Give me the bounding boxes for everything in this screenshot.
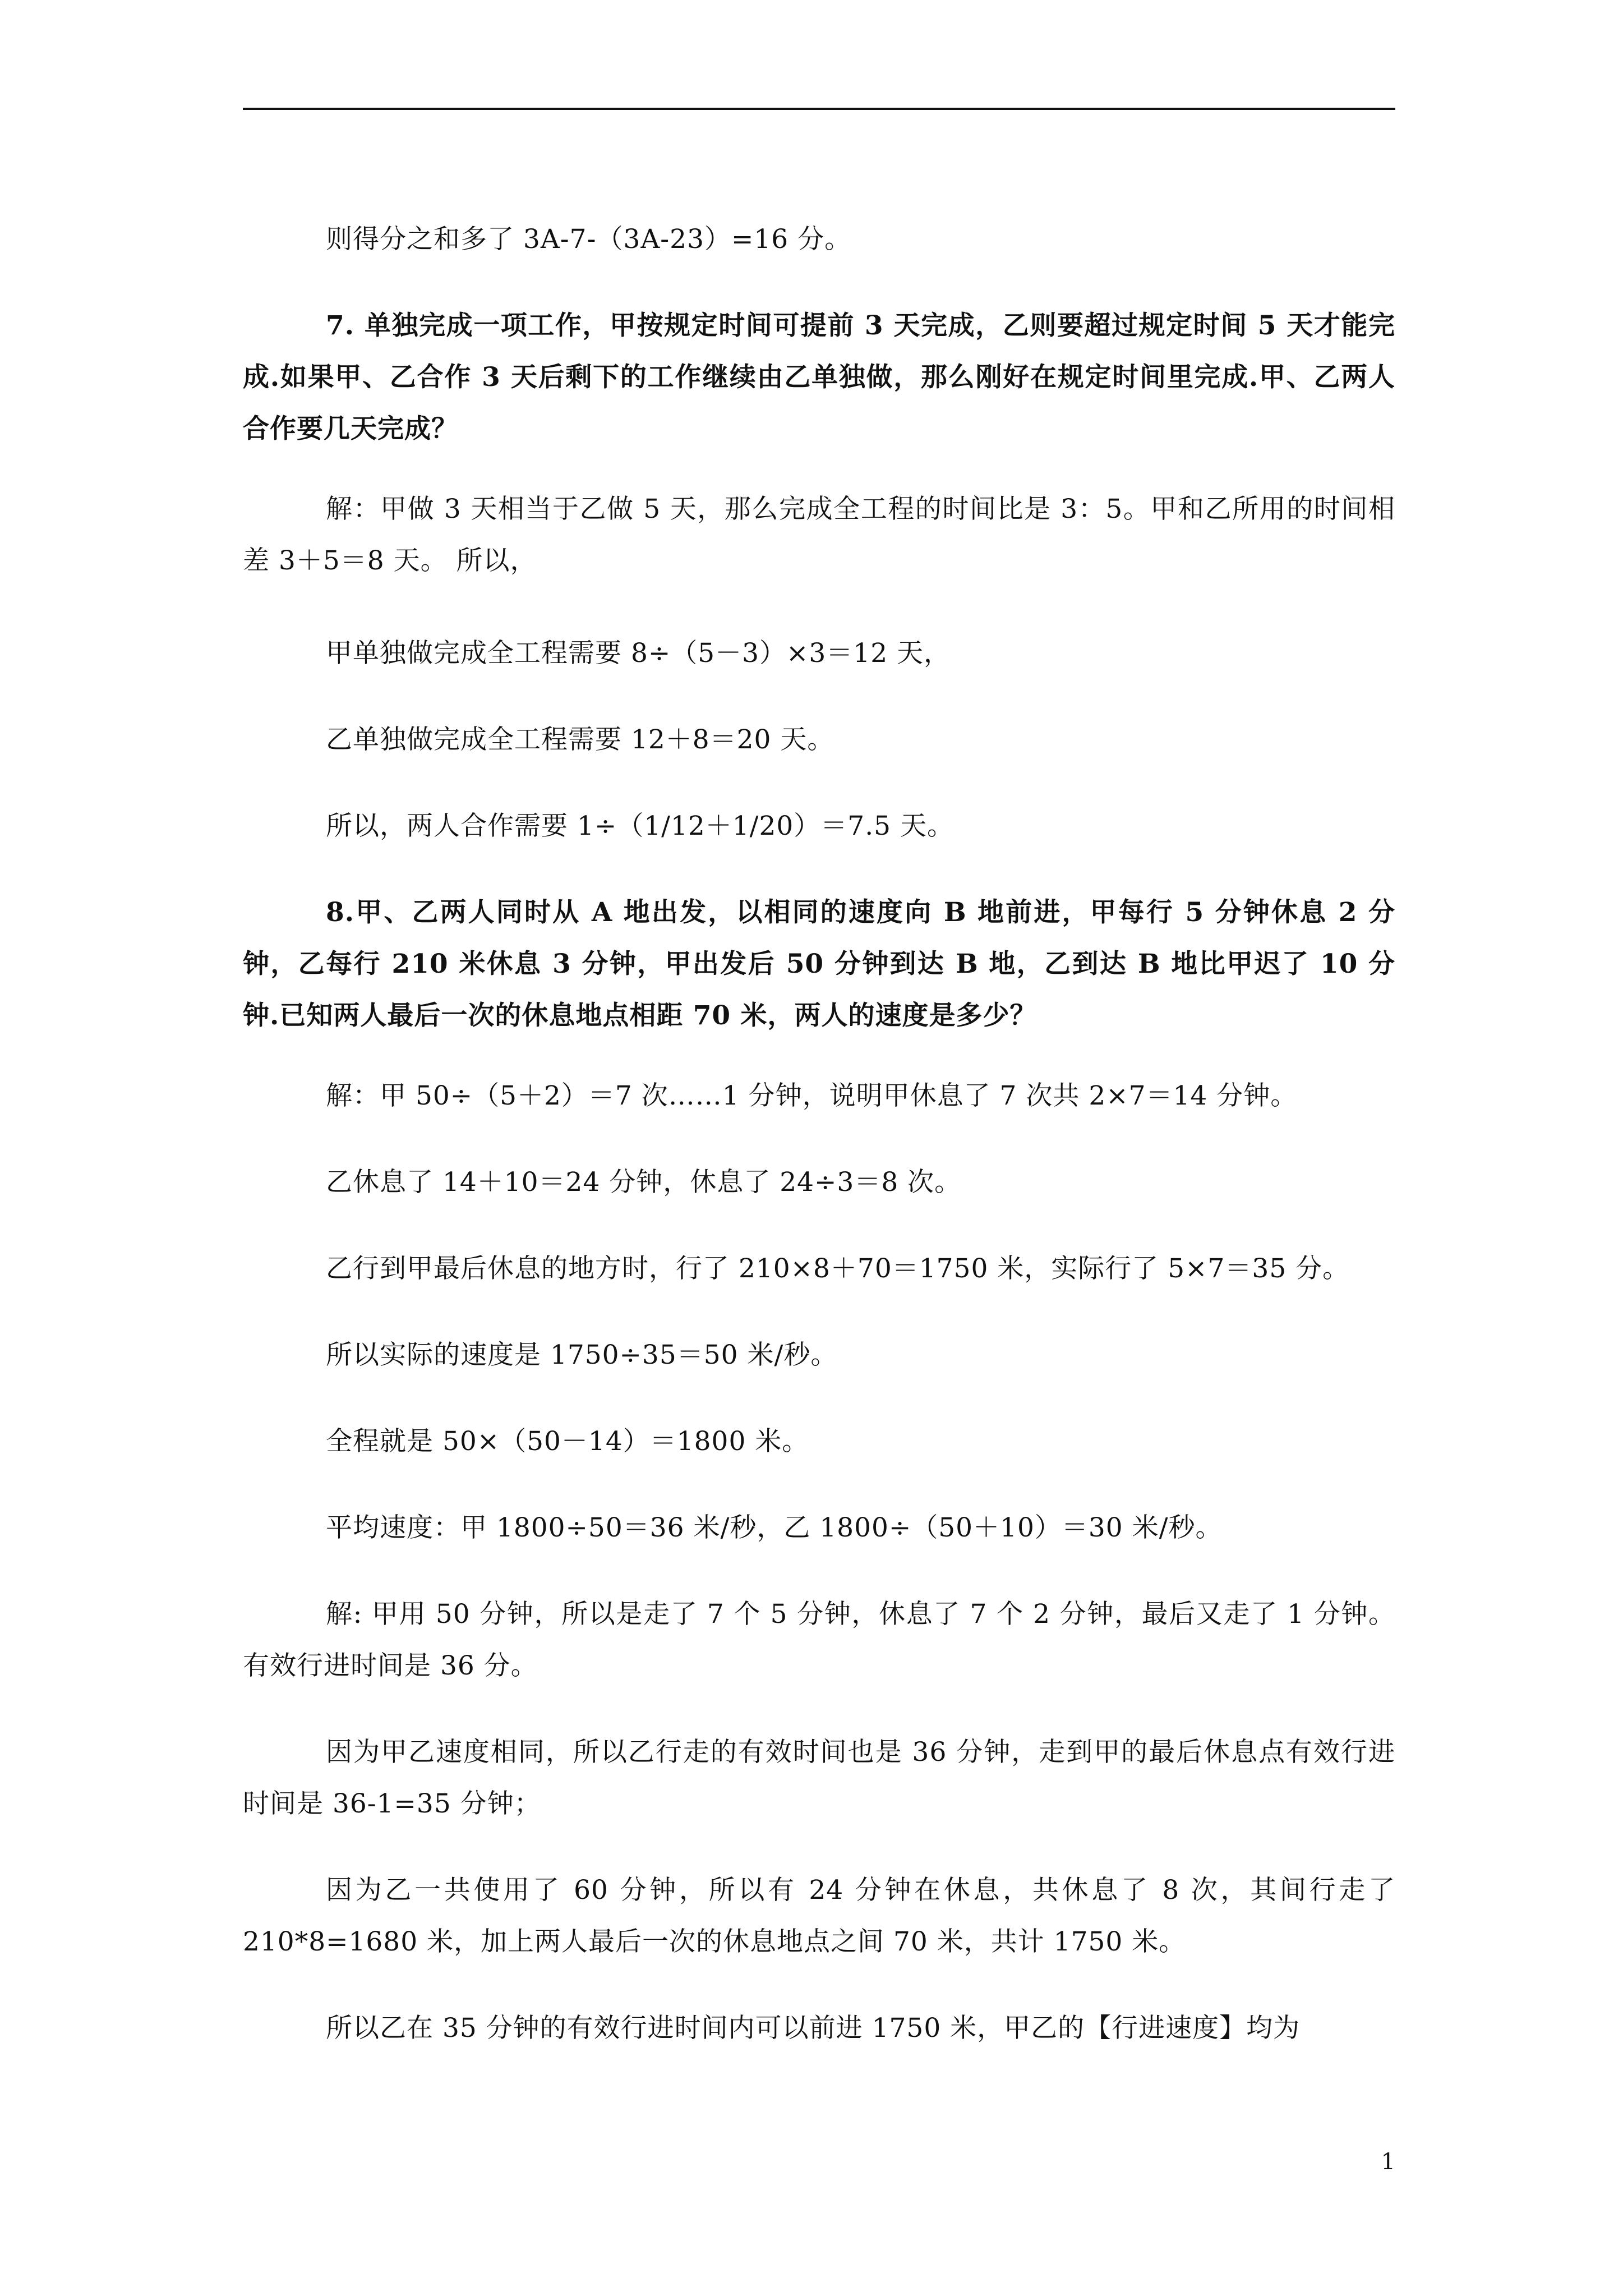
problem-8-actual-speed: 所以实际的速度是 1750÷35＝50 米/秒。 xyxy=(326,1340,838,1370)
problem-8-total-distance: 全程就是 50×（50－14）＝1800 米。 xyxy=(326,1426,809,1457)
problem-7-answer: 所以，两人合作需要 1÷（1/12＋1/20）＝7.5 天。 xyxy=(326,811,954,841)
problem-8-jia-rest: 解：甲 50÷（5＋2）＝7 次……1 分钟，说明甲休息了 7 次共 2×7＝14 分钟。 xyxy=(326,1080,1298,1111)
paragraph-score-difference: 则得分之和多了 3A-7-（3A-23）=16 分。 xyxy=(326,224,852,255)
problem-8-average-speed: 平均速度：甲 1800÷50＝36 米/秒，乙 1800÷（50＋10）＝30 米/秒。 xyxy=(326,1512,1223,1543)
problem-8-yi-walking: 因为乙一共使用了 60 分钟，所以有 24 分钟在休息，共休息了 8 次，其间行走了 210*8=1680 米，加上两人最后一次的休息地点之间 70 米，共计 1750 米。 xyxy=(243,1875,1395,1957)
problem-7-solution-intro: 解：甲做 3 天相当于乙做 5 天，那么完成全工程的时间比是 3：5。甲和乙所用的时间相差 3＋5＝8 天。 所以， xyxy=(243,494,1395,576)
problem-8-statement: 8.甲、乙两人同时从 A 地出发，以相同的速度向 B 地前进，甲每行 5 分钟休息 2 分钟，乙每行 210 米休息 3 分钟，甲出发后 50 分钟到达 B 地，乙到达 B 地比甲迟了 10 分钟.已知两人最后一次的休息地点相距 70 米，两人的速度是多少？ xyxy=(243,897,1395,1031)
problem-7-jia-time: 甲单独做完成全工程需要 8÷（5－3）×3＝12 天， xyxy=(326,638,951,669)
problem-8-alt-solution: 解: 甲用 50 分钟，所以是走了 7 个 5 分钟，休息了 7 个 2 分钟，最后又走了 1 分钟。有效行进时间是 36 分。 xyxy=(243,1599,1395,1681)
problem-8-conclusion: 所以乙在 35 分钟的有效行进时间内可以前进 1750 米，甲乙的【行进速度】均为 xyxy=(326,2013,1301,2044)
problem-8-effective-time: 因为甲乙速度相同，所以乙行走的有效时间也是 36 分钟，走到甲的最后休息点有效行进时间是 36-1=35 分钟； xyxy=(243,1737,1395,1819)
page-number: 1 xyxy=(1381,2149,1395,2175)
header-rule xyxy=(243,108,1395,110)
problem-8-yi-distance: 乙行到甲最后休息的地方时，行了 210×8＋70＝1750 米，实际行了 5×7＝35 分。 xyxy=(326,1253,1350,1284)
problem-8-yi-rest: 乙休息了 14＋10＝24 分钟，休息了 24÷3＝8 次。 xyxy=(326,1167,962,1198)
problem-7-yi-time: 乙单独做完成全工程需要 12＋8＝20 天。 xyxy=(326,724,834,755)
problem-7-statement: 7. 单独完成一项工作，甲按规定时间可提前 3 天完成，乙则要超过规定时间 5 天才能完成.如果甲、乙合作 3 天后剩下的工作继续由乙单独做，那么刚好在规定时间里完成.甲、乙两人合作要几天完成？ xyxy=(243,310,1395,444)
